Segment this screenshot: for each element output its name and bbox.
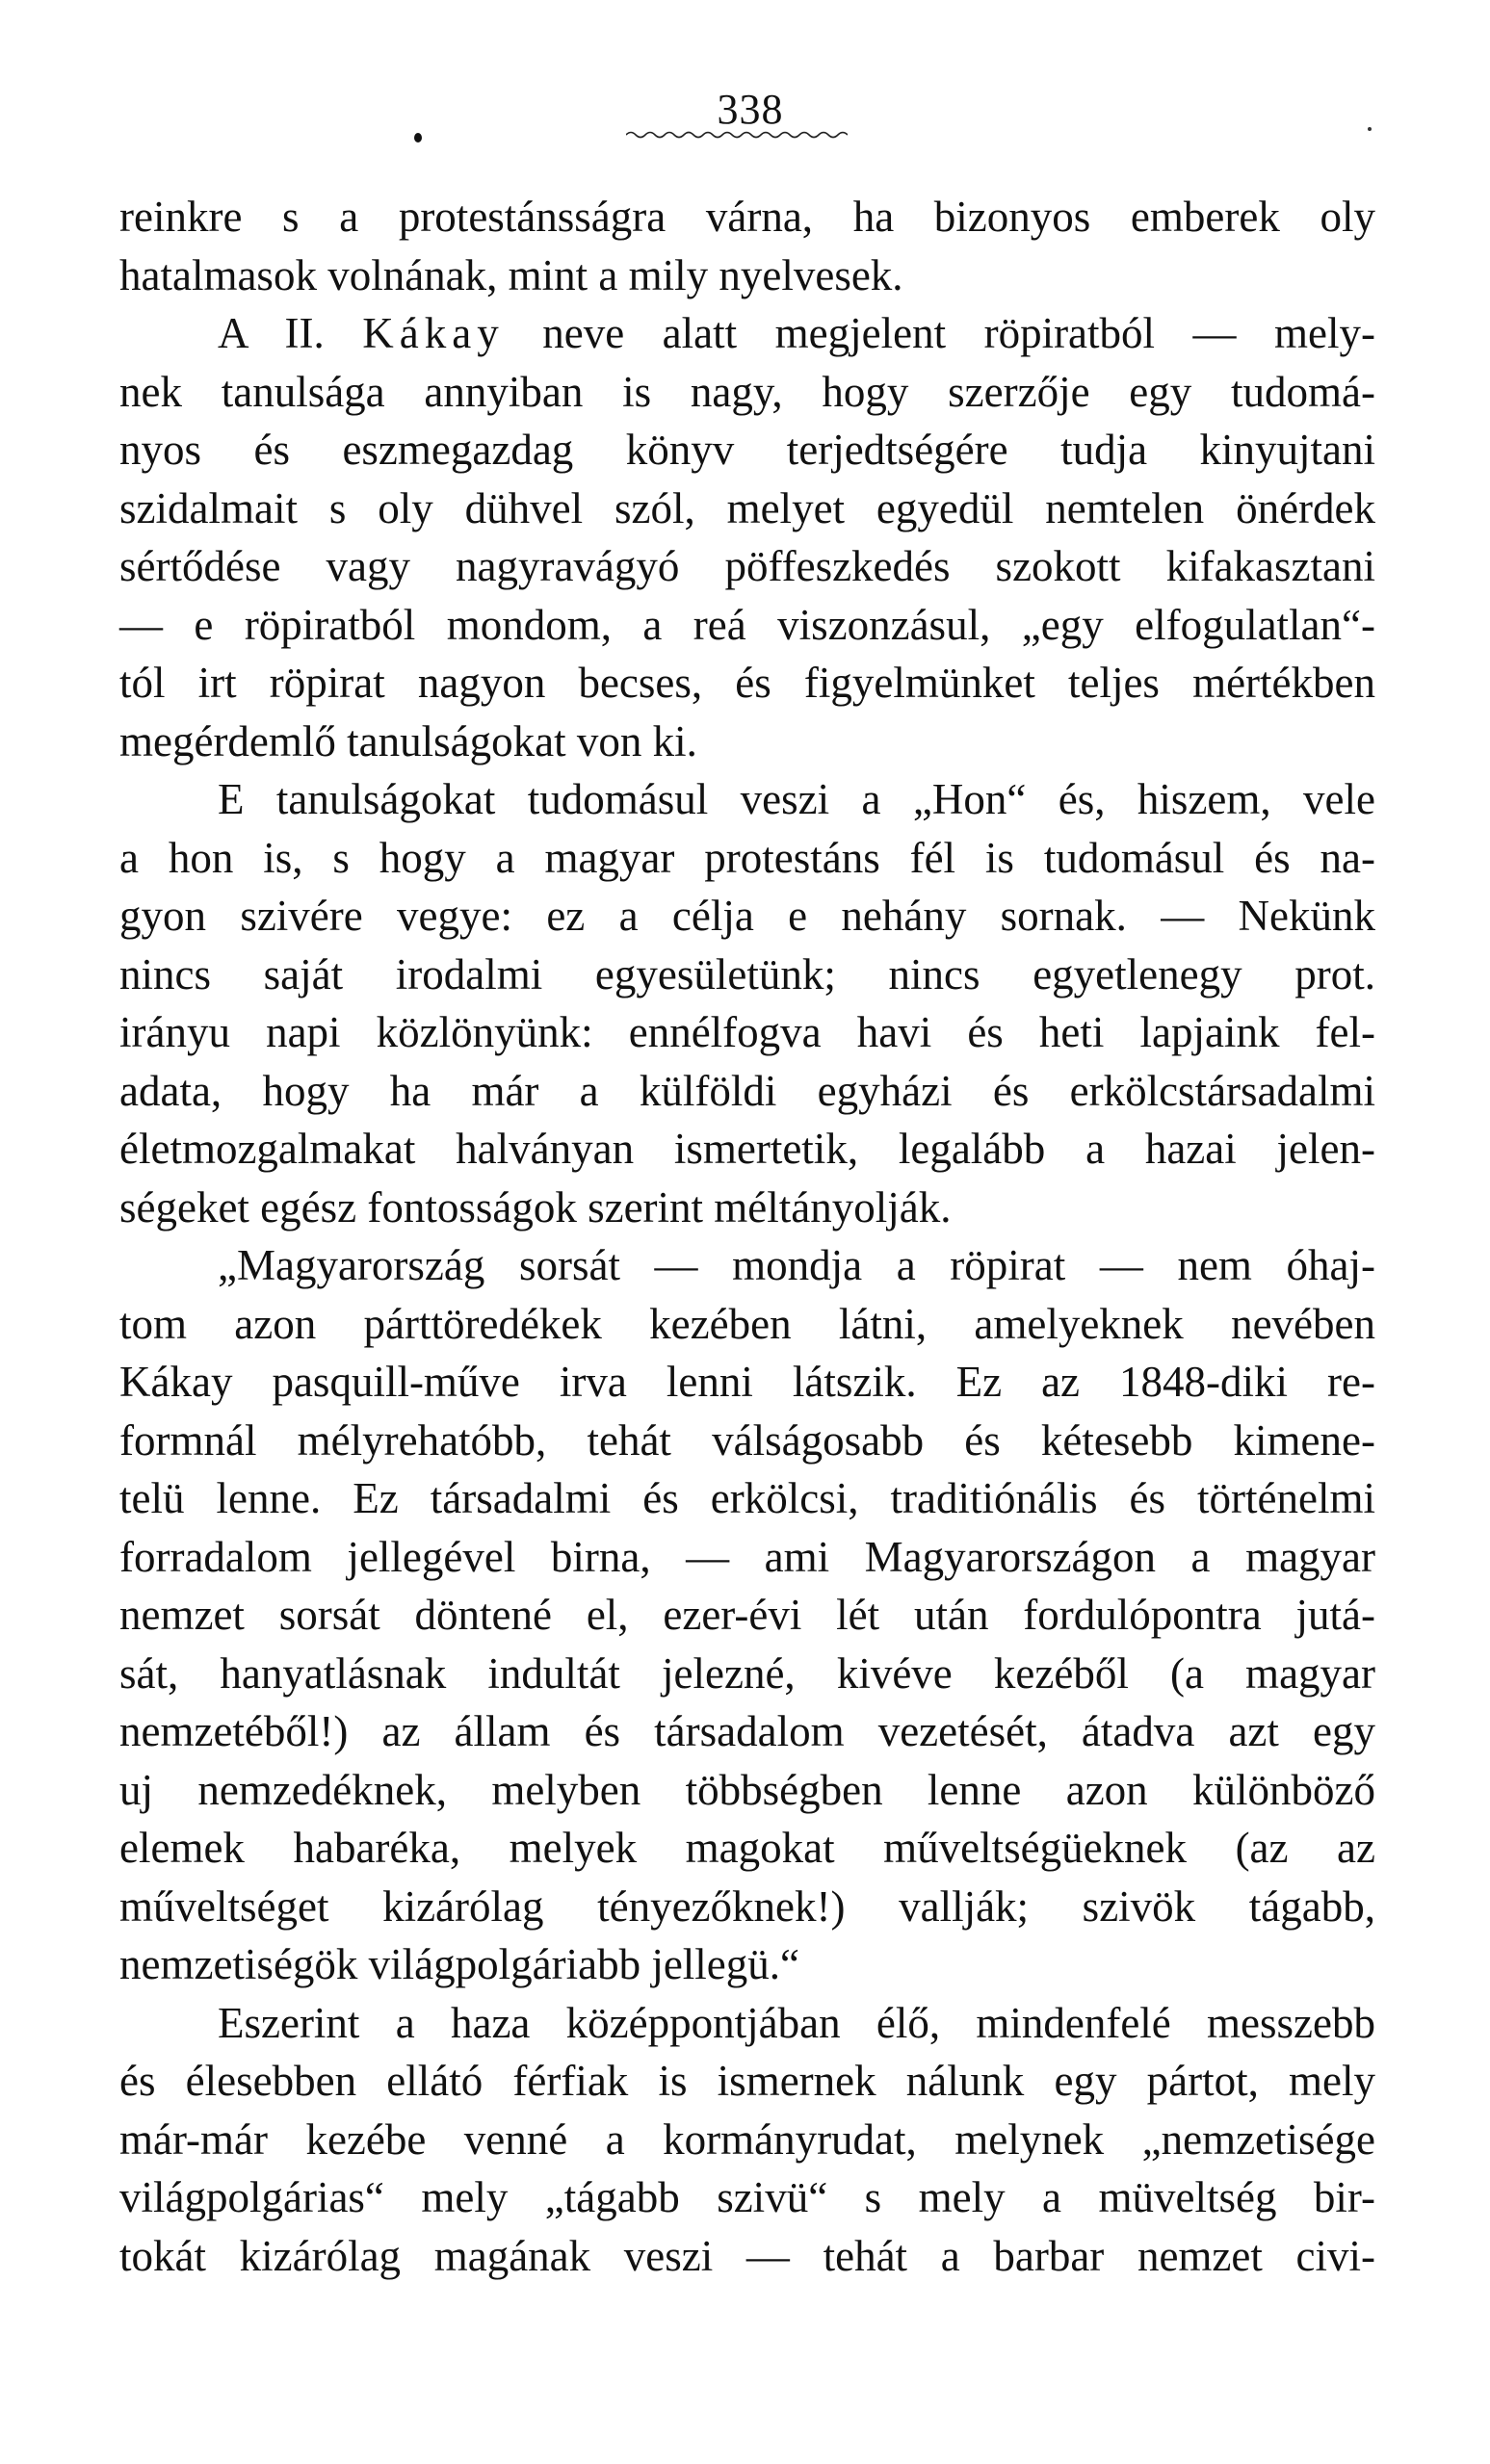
text-line: életmozgalmakat halványan ismertetik, legalább a hazai jelen-	[119, 1125, 1375, 1173]
text-line: adata, hogy ha már a külföldi egyházi és erkölcstársadalmi	[119, 1066, 1375, 1115]
text-line: elemek habaréka, melyek magokat műveltségüeknek (az az	[119, 1824, 1375, 1872]
ink-speck	[1368, 127, 1372, 131]
text-line: nek tanulsága annyiban is nagy, hogy szerzője egy tudomá-	[119, 367, 1375, 416]
text-line: E tanulságokat tudomásul veszi a „Hon“ és, hiszem, vele	[218, 775, 1375, 823]
text-line: Eszerint a haza középpontjában élő, mindenfelé messzebb	[218, 1998, 1375, 2047]
text-line: és élesebben ellátó férfiak is ismernek nálunk egy pártot, mely	[119, 2057, 1375, 2105]
ink-speck	[414, 133, 422, 143]
text-line: formnál mélyrehatóbb, tehát válságosabb és kétesebb kimene-	[119, 1415, 1375, 1465]
text-line: nyos és eszmegazdag könyv terjedtségére tudja kinyujtani	[119, 426, 1375, 474]
text-line: irányu napi közlönyünk: ennélfogva havi és heti lapjaink fel-	[119, 1008, 1375, 1056]
text-line: szidalmait s oly dühvel szól, melyet egyedül nemtelen önérdek	[119, 483, 1375, 532]
text-line: reinkre s a protestánsságra várna, ha bizonyos emberek oly	[119, 193, 1375, 241]
text-line: gyon szivére vegye: ez a célja e nehány sornak. — Nekünk	[119, 892, 1375, 940]
text-segment: neve alatt megjelent röpiratból — mely-	[542, 309, 1376, 357]
text-line: forradalom jellegével birna, — ami Magyarországon a magyar	[119, 1532, 1375, 1581]
text-line: sértődése vagy nagyravágyó pöffeszkedés szokott kifakasztani	[119, 542, 1375, 590]
page-number: 338	[717, 86, 784, 133]
text-line: tom azon párttöredékek kezében látni, amelyeknek nevében	[119, 1299, 1375, 1348]
text-line: nemzetéből!) az állam és társadalom vezetését, átadva azt egy	[119, 1707, 1375, 1755]
page-header	[0, 85, 1490, 152]
text-line: nemzetiségök világpolgáriabb jellegü.“	[119, 1940, 800, 1988]
wavy-ornament-line	[626, 129, 848, 141]
text-line: sát, hanyatlásnak indultát jelezné, kivéve kezéből (a magyar	[119, 1648, 1375, 1698]
text-line	[119, 304, 1375, 363]
text-line: „Magyarország sorsát — mondja a röpirat — nem óhaj-	[218, 1241, 1375, 1289]
text-line: már-már kezébe venné a kormányrudat, melynek „nemzetisége	[119, 2114, 1375, 2164]
text-line: hatalmasok volnának, mint a mily nyelvesek.	[119, 250, 903, 299]
text-line: tól irt röpirat nagyon becses, és figyelmünket teljes mértékben	[119, 659, 1375, 707]
text-line: telü lenne. Ez társadalmi és erkölcsi, traditiónális és történelmi	[119, 1474, 1375, 1522]
text-line: műveltséget kizárólag tényezőknek!) vallják; szivök tágabb,	[119, 1881, 1375, 1931]
text-line: — e röpiratból mondom, a reá viszonzásul, „egy elfogulatlan“-	[119, 600, 1375, 649]
text-line: megérdemlő tanulságokat von ki.	[119, 716, 697, 765]
text-line: nemzet sorsát döntené el, ezer-évi lét után fordulópontra jutá-	[119, 1591, 1375, 1639]
text-line: uj nemzedéknek, melyben többségben lenne azon különböző	[119, 1765, 1375, 1814]
text-segment: A II.	[218, 309, 325, 357]
body-text	[119, 188, 1375, 2285]
text-line: világpolgárias“ mely „tágabb szivü“ s mely a müveltség bir-	[119, 2173, 1375, 2221]
text-line: a hon is, s hogy a magyar protestáns fél is tudomásul és na-	[119, 833, 1375, 882]
text-line: Kákay pasquill-műve irva lenni látszik. Ez az 1848-diki re-	[119, 1358, 1375, 1406]
author-name-spaced: Kákay	[362, 309, 505, 357]
text-line: ségeket egész fontosságok szerint méltányolják.	[119, 1182, 952, 1232]
text-line: tokát kizárólag magának veszi — tehát a barbar nemzet civi-	[119, 2231, 1375, 2280]
text-line: nincs saját irodalmi egyesületünk; nincs egyetlenegy prot.	[119, 949, 1375, 999]
